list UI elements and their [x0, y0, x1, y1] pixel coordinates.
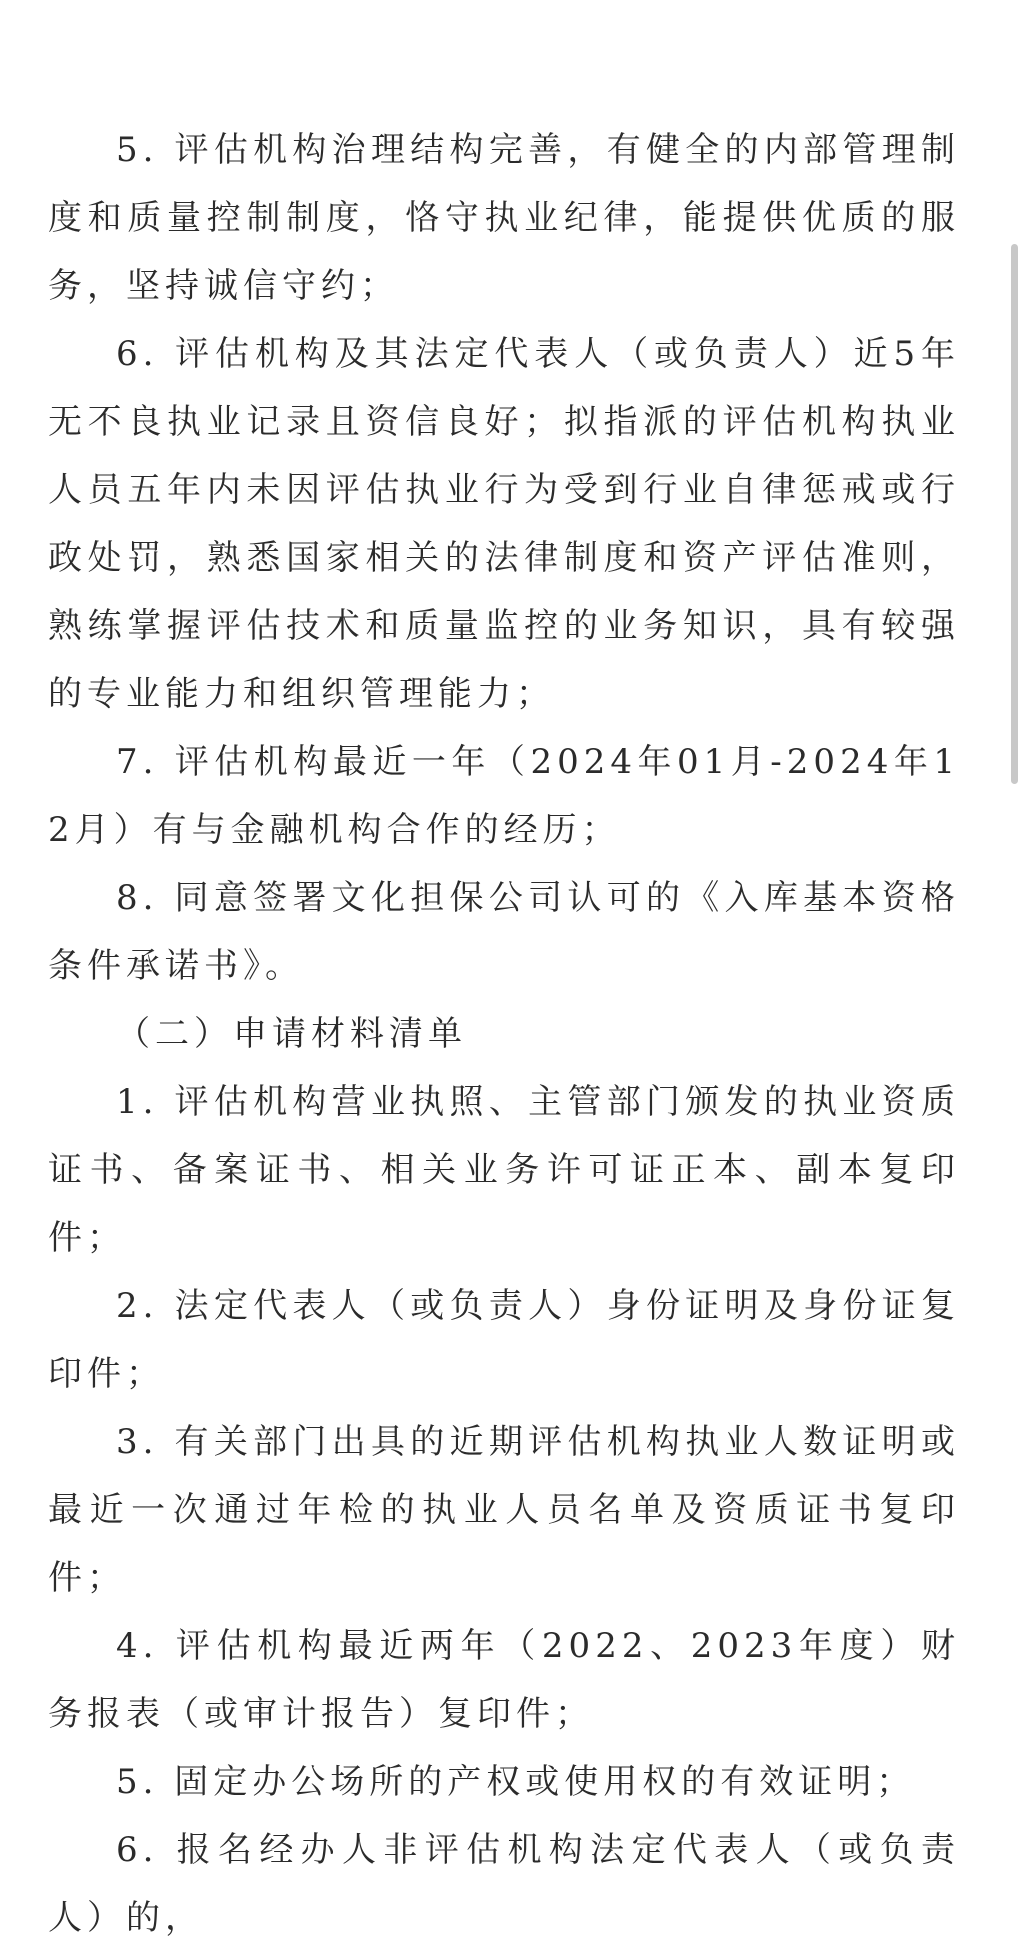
section-heading: （二）申请材料清单 — [116, 1014, 467, 1054]
material-item-6: 6. 报名经办人非评估机构法定代表人（或负责人）的， — [48, 1830, 960, 1938]
scrollbar-thumb[interactable] — [1011, 244, 1018, 784]
material-item-5: 5. 固定办公场所的产权或使用权的有效证明； — [116, 1762, 916, 1802]
material-item-1: 1. 评估机构营业执照、主管部门颁发的执业资质证书、备案证书、相关业务许可证正本、副本复印件； — [48, 1082, 960, 1258]
requirement-item-6: 6. 评估机构及其法定代表人（或负责人）近5年无不良执业记录且资信良好；拟指派的评估机构执业人员五年内未因评估执业行为受到行业自律惩戒或行政处罚，熟悉国家相关的法律制度和资产评估准则，熟练掌握评估技术和质量监控的业务知识，具有较强的专业能力和组织管理能力； — [48, 334, 960, 714]
material-item-4: 4. 评估机构最近两年（2022、2023年度）财务报表（或审计报告）复印件； — [48, 1626, 960, 1734]
vertical-scrollbar[interactable] — [1008, 0, 1018, 1764]
requirement-item-7: 7. 评估机构最近一年（2024年01月-2024年12月）有与金融机构合作的经历； — [48, 742, 960, 850]
material-item-3: 3. 有关部门出具的近期评估机构执业人数证明或最近一次通过年检的执业人员名单及资质证书复印件； — [48, 1422, 960, 1598]
requirement-item-5: 5. 评估机构治理结构完善，有健全的内部管理制度和质量控制制度，恪守执业纪律，能提供优质的服务，坚持诚信守约； — [48, 130, 960, 306]
document-body — [48, 116, 960, 1952]
material-item-2: 2. 法定代表人（或负责人）身份证明及身份证复印件； — [48, 1286, 960, 1394]
requirement-item-8: 8. 同意签署文化担保公司认可的《入库基本资格条件承诺书》。 — [48, 878, 960, 986]
